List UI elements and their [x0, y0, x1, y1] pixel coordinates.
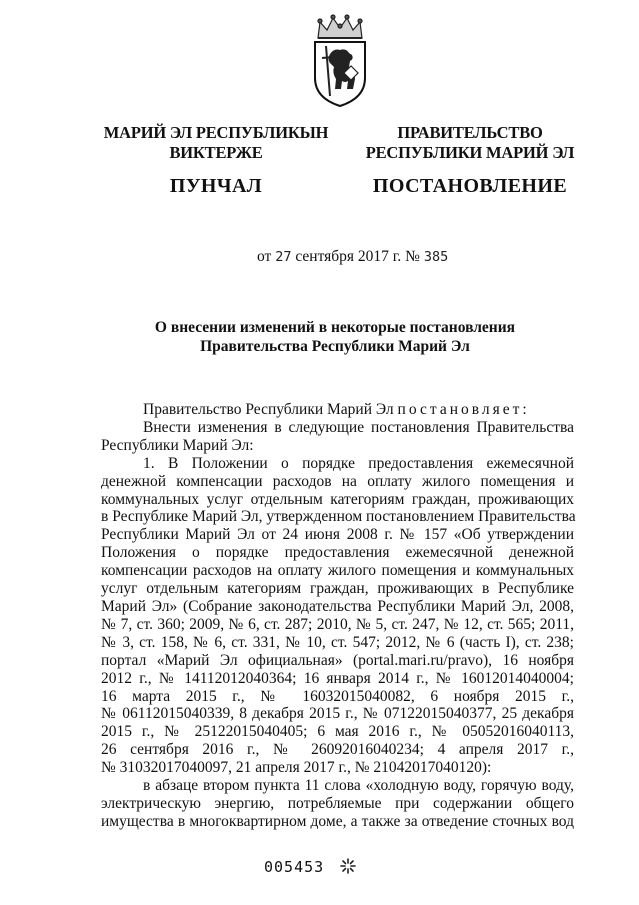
body-line: № 31032017040097, 21 апреля 2017 г., № 21042017040120): — [101, 759, 492, 777]
body-line: электрическую энергию, потребляемые при содержании общего — [101, 794, 574, 812]
body-line: Положения о порядке предоставления ежемесячной денежной — [101, 544, 574, 562]
body-line: в абзаце втором пункта 11 слова «холодную воду, горячую воду, — [143, 777, 574, 795]
document-body — [101, 401, 574, 831]
intro-verb: постановляет: — [397, 401, 530, 418]
body-line: Республики Марий Эл: — [101, 436, 254, 454]
body-line: имущества в многоквартирном доме, а также за отведение сточных вод — [101, 812, 574, 830]
header-left-line1: МАРИЙ ЭЛ РЕСПУБЛИКЫН — [103, 123, 329, 142]
header-left-line2: ВИКТЕРЖЕ — [169, 143, 263, 162]
body-line: Республики Марий Эл от 24 июня 2008 г. № 157 «Об утверждении — [101, 526, 574, 544]
body-line: в Республике Марий Эл, утвержденном постановлением Правительства — [101, 508, 576, 526]
body-line: № 7, ст. 360; 2009, № 6, ст. 287; 2010, № 5, ст. 247, № 12, ст. 565; 2011, — [101, 615, 574, 633]
body-line: № 06112015040339, 8 декабря 2015 г., № 07122015040377, 25 декабря — [101, 705, 574, 723]
title-line2: Правительства Республики Марий Эл — [200, 338, 470, 355]
body-line: услуг отдельным категориям граждан, проживающих в Республике — [101, 580, 574, 598]
date-line — [257, 248, 448, 266]
body-line: 2015 г., № 25122015040405; 6 мая 2016 г., № 05052016040113, — [101, 723, 574, 741]
body-line: № 3, ст. 158, № 6, ст. 331, № 10, ст. 547; 2012, № 6 (часть I), ст. 238; — [101, 633, 574, 651]
header-right-line1: ПРАВИТЕЛЬСТВО — [397, 123, 543, 142]
coat-of-arms-icon — [300, 10, 380, 110]
header-right-doc-type: ПОСТАНОВЛЕНИЕ — [372, 175, 568, 197]
body-line: компенсации расходов на оплату жилого помещения и коммунальных — [101, 562, 574, 580]
date-from: от — [257, 248, 272, 265]
body-line: 1. В Положении о порядке предоставления ежемесячной — [143, 454, 574, 472]
decree-number: 385 — [423, 249, 449, 265]
serial-number: 005453 — [264, 858, 325, 876]
intro-subject: Правительство Республики Марий Эл — [143, 401, 394, 418]
title-line1: О внесении изменений в некоторые постановления — [154, 319, 516, 336]
body-line: 2012 г., № 14112012040364; 16 января 2014 г., № 16012014040004; — [101, 669, 574, 687]
body-line: денежной компенсации расходов на оплату жилого помещения и — [101, 472, 574, 490]
body-line: 26 сентября 2016 г., № 26092016040234; 4 апреля 2017 г., — [101, 741, 574, 759]
header-left — [92, 123, 340, 198]
document-title — [100, 318, 570, 356]
date-day: 27 — [275, 249, 292, 265]
header-right-line2: РЕСПУБЛИКИ МАРИЙ ЭЛ — [365, 143, 575, 162]
body-line: портал «Марий Эл официальная» (portal.mari.ru/pravo), 16 ноября — [101, 651, 574, 669]
intro-line — [101, 401, 574, 419]
header-right — [352, 123, 588, 198]
body-line: 16 марта 2015 г., № 16032015040082, 6 ноября 2015 г., — [101, 687, 574, 705]
body-line: коммунальных услуг отдельным категориям граждан, проживающих — [101, 490, 574, 508]
header-left-doc-type: ПУНЧАЛ — [169, 175, 263, 197]
body-line: Внести изменения в следующие постановления Правительства — [143, 418, 574, 436]
body-line: Марий Эл» (Собрание законодательства Республики Марий Эл, 2008, — [101, 597, 574, 615]
date-month-year: сентября 2017 г. № — [295, 248, 420, 265]
asterisk-icon — [340, 858, 356, 874]
